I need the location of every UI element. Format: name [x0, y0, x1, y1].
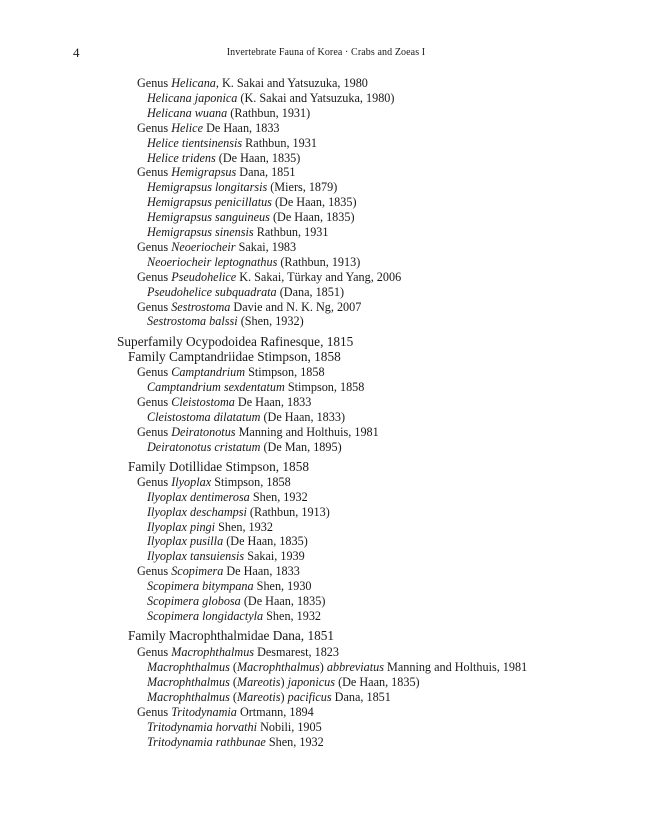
species-entry — [147, 285, 344, 299]
authority-text: ) — [280, 675, 288, 689]
taxon-name: Macrophthalmus — [147, 690, 230, 704]
taxon-name: Ilyoplax deschampsi — [147, 504, 247, 519]
species-entry — [147, 594, 325, 608]
species-entry — [147, 579, 312, 593]
authority-text: Stimpson, 1858 — [211, 474, 291, 489]
authority-text: Manning and Holthuis, 1981 — [383, 660, 528, 674]
taxon-name: Camptandrium — [171, 365, 246, 380]
taxon-name: Camptandrium sexdentatum — [147, 380, 285, 395]
taxon-name: abbreviatus — [326, 660, 384, 674]
genus-entry — [137, 425, 379, 439]
authority-text: Stimpson, 1858 — [284, 380, 365, 395]
rank-label: Genus — [137, 474, 172, 489]
authority-text: (K. Sakai and Yatsuzuka, 1980) — [237, 90, 395, 105]
running-header: Invertebrate Fauna of Korea · Crabs and Zoeas I — [226, 47, 426, 58]
page-number: 4 — [73, 45, 80, 60]
genus-entry — [137, 121, 280, 135]
authority-text: (De Haan, 1835) — [335, 675, 420, 689]
genus-entry — [137, 165, 295, 179]
taxon-name: Macrophthalmus — [147, 660, 230, 674]
authority-text: ( — [229, 675, 237, 689]
authority-text: Shen, 1932 — [263, 608, 321, 623]
genus-entry — [137, 564, 300, 578]
genus-entry — [137, 76, 368, 90]
genus-entry — [137, 270, 401, 284]
family-label: Family Dotillidae Stimpson, 1858 — [128, 458, 309, 474]
authority-text: (De Man, 1895) — [260, 439, 342, 454]
taxon-name: Ilyoplax pusilla — [147, 534, 224, 549]
species-entry — [147, 210, 355, 224]
taxon-name: Hemigrapsus — [171, 165, 237, 180]
genus-entry — [137, 475, 291, 489]
taxon-name: Scopimera longidactyla — [147, 608, 264, 623]
authority-text: (De Haan, 1835) — [215, 150, 301, 165]
species-entry — [147, 91, 394, 105]
rank-label: Genus — [137, 120, 172, 135]
taxon-name: Helicana wuana — [147, 105, 228, 120]
taxon-name: Sestrostoma — [171, 299, 231, 314]
authority-text: ( — [229, 660, 237, 674]
species-entry — [147, 380, 364, 394]
taxon-name: Deiratonotus — [171, 424, 236, 439]
taxon-name: japonicus — [287, 675, 336, 689]
taxon-name: Helicana japonica — [147, 90, 238, 105]
taxon-name: Pseudohelice subquadrata — [147, 284, 277, 299]
species-entry — [147, 720, 322, 734]
authority-text: (Miers, 1879) — [267, 180, 338, 195]
rank-label: Genus — [137, 365, 172, 380]
taxon-name: Cleistostoma dilatatum — [147, 409, 261, 424]
species-entry — [147, 660, 527, 674]
authority-text: De Haan, 1833 — [203, 120, 280, 135]
rank-label: Genus — [137, 564, 172, 579]
species-entry — [147, 690, 391, 704]
taxon-name: Macrophthalmus — [147, 675, 230, 689]
species-entry — [147, 225, 328, 239]
genus-entry — [137, 395, 311, 409]
authority-text: Stimpson, 1858 — [245, 365, 325, 380]
taxon-name: Tritodynamia horvathi — [147, 720, 258, 734]
authority-text: (De Haan, 1835) — [240, 594, 326, 608]
rank-label: Genus — [137, 239, 172, 254]
authority-text: (De Haan, 1835) — [269, 210, 355, 225]
taxon-name: pacificus — [287, 690, 332, 704]
species-entry — [147, 410, 345, 424]
taxon-name: Scopimera — [171, 564, 224, 579]
taxon-name: Hemigrapsus penicillatus — [147, 195, 272, 210]
authority-text: (De Haan, 1835) — [223, 534, 308, 549]
taxon-name: Deiratonotus cristatum — [147, 439, 261, 454]
authority-text: De Haan, 1833 — [234, 395, 312, 409]
superfamily-label: Superfamily Ocypodoidea Rafinesque, 1815 — [117, 333, 354, 349]
rank-label: Genus — [137, 165, 172, 180]
taxon-name: Hemigrapsus sinensis — [147, 225, 254, 239]
species-entry — [147, 735, 324, 749]
taxon-name: Scopimera globosa — [147, 594, 241, 608]
authority-text: Shen, 1932 — [265, 735, 324, 749]
authority-text: (Rathbun, 1913) — [277, 254, 361, 269]
genus-entry — [137, 365, 325, 379]
taxon-name: Sestrostoma balssi — [147, 314, 238, 329]
authority-text: (Dana, 1851) — [276, 284, 345, 299]
authority-text: Sakai, 1983 — [235, 239, 297, 254]
family-entry — [128, 350, 341, 364]
authority-text: Shen, 1930 — [253, 579, 312, 594]
family-entry — [128, 460, 309, 474]
authority-text: Rathbun, 1931 — [253, 225, 329, 239]
taxon-name: Neoeriocheir — [171, 239, 236, 254]
authority-text: Desmarest, 1823 — [254, 645, 339, 659]
species-entry — [147, 195, 357, 209]
rank-label: Genus — [137, 645, 172, 659]
taxon-name: Helice tridens — [147, 150, 216, 165]
taxon-name: Macrophthalmus — [236, 660, 320, 674]
rank-label: Genus — [137, 424, 172, 439]
authority-text: K. Sakai, Türkay and Yang, 2006 — [236, 269, 402, 284]
taxon-name: Ilyoplax — [171, 474, 212, 489]
taxon-name: Mareotis — [236, 690, 281, 704]
species-entry — [147, 609, 321, 623]
authority-text: ) — [280, 690, 288, 704]
taxon-name: Helice — [171, 120, 204, 135]
rank-label: Genus — [137, 395, 172, 409]
genus-entry — [137, 240, 296, 254]
taxon-name: Helicana, — [171, 76, 219, 90]
authority-text: Shen, 1932 — [215, 519, 273, 534]
taxon-name: Cleistostoma — [171, 395, 235, 409]
family-entry — [128, 629, 334, 643]
genus-entry — [137, 705, 314, 719]
taxon-name: Ilyoplax pingi — [147, 519, 216, 534]
rank-label: Genus — [137, 269, 172, 284]
taxon-name: Scopimera bitympana — [147, 579, 254, 594]
species-entry — [147, 136, 317, 150]
authority-text: ) — [319, 660, 327, 674]
authority-text: (Rathbun, 1931) — [227, 105, 311, 120]
family-label: Family Camptandriidae Stimpson, 1858 — [128, 348, 341, 364]
authority-text: Ortmann, 1894 — [236, 705, 314, 719]
rank-label: Genus — [137, 705, 172, 719]
rank-label: Genus — [137, 299, 172, 314]
taxon-name: Macrophthalmus — [171, 645, 255, 659]
authority-text: Shen, 1932 — [249, 489, 308, 504]
species-entry — [147, 549, 305, 563]
authority-text: (De Haan, 1833) — [260, 409, 346, 424]
authority-text: Nobili, 1905 — [257, 720, 322, 734]
taxon-name: Ilyoplax tansuiensis — [147, 549, 245, 564]
species-entry — [147, 151, 300, 165]
taxon-name: Hemigrapsus sanguineus — [147, 210, 270, 225]
species-entry — [147, 520, 273, 534]
authority-text: Sakai, 1939 — [244, 549, 305, 564]
genus-entry — [137, 645, 339, 659]
species-entry — [147, 440, 342, 454]
authority-text: (Rathbun, 1913) — [246, 504, 330, 519]
authority-text: Davie and N. K. Ng, 2007 — [230, 299, 362, 314]
taxon-name: Pseudohelice — [171, 269, 237, 284]
authority-text: Dana, 1851 — [331, 690, 391, 704]
authority-text: (Shen, 1932) — [237, 314, 304, 329]
superfamily-entry — [117, 335, 353, 349]
taxon-name: Neoeriocheir leptognathus — [147, 254, 278, 269]
authority-text: K. Sakai and Yatsuzuka, 1980 — [218, 76, 368, 90]
taxon-name: Tritodynamia — [171, 705, 237, 719]
taxon-name: Helice tientsinensis — [147, 135, 243, 150]
rank-label: Genus — [137, 76, 172, 90]
taxon-name: Ilyoplax dentimerosa — [147, 489, 250, 504]
authority-text: (De Haan, 1835) — [271, 195, 357, 210]
genus-entry — [137, 300, 361, 314]
authority-text: De Haan, 1833 — [223, 564, 300, 579]
species-entry — [147, 490, 308, 504]
authority-text: Dana, 1851 — [236, 165, 296, 180]
species-entry — [147, 180, 337, 194]
family-label: Family Macrophthalmidae Dana, 1851 — [128, 628, 335, 643]
taxon-name: Mareotis — [236, 675, 281, 689]
species-entry — [147, 675, 420, 689]
taxon-name: Hemigrapsus longitarsis — [147, 180, 268, 195]
authority-text: Rathbun, 1931 — [242, 135, 317, 150]
species-entry — [147, 314, 304, 328]
species-entry — [147, 534, 308, 548]
species-entry — [147, 255, 360, 269]
authority-text: ( — [229, 690, 237, 704]
taxon-name: Tritodynamia rathbunae — [147, 735, 266, 749]
species-entry — [147, 505, 330, 519]
authority-text: Manning and Holthuis, 1981 — [235, 424, 379, 439]
species-entry — [147, 106, 310, 120]
